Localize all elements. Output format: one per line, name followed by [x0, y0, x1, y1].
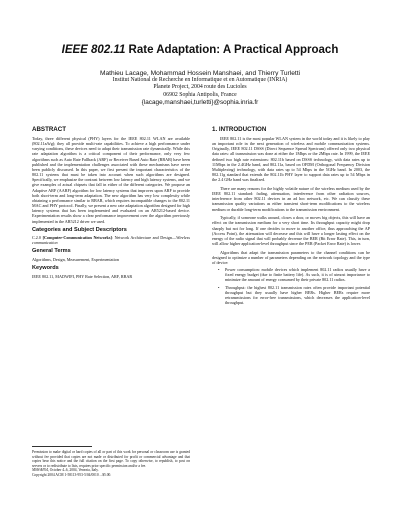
author-email: {lacage,manshaei,turletti}@sophia.inria.fr — [141, 99, 259, 107]
keywords-text: IEEE 802.11, MADWIFI, PHY Rate Selection, ARF, RBAR — [32, 273, 133, 279]
paper-title — [0, 44, 400, 56]
intro-bullet-throughput: • Throughput: the highest 802.11 transmission rates often provide important potential throughput but they usually have higher BERs. Higher BERs require more retransmissions for error-free transmissions, which decreases the application-level throughput. — [218, 285, 370, 306]
intro-paragraph-4: Algorithms that adapt the transmission parameters to the channel conditions can be designed to optimize a number of parameters depending on the network topology and the type of device: — [212, 249, 370, 265]
categories-bold: [Computer-Communication Networks] — [42, 235, 112, 241]
footnote-venue-rest: October 4–6, 2004, Venezia, Italy. — [48, 468, 99, 472]
general-terms-text: Algorithms, Design, Measurement, Experimentation — [32, 256, 119, 262]
categories-italic: Wireless communication — [32, 235, 190, 246]
right-column — [212, 126, 370, 307]
intro-paragraph-1: IEEE 802.11 is the most popular WLAN system in the world today and it is likely to play an important role in the next generation of wireless and mobile communication systems. Originally, IEEE 802.11 DSSS (Direct Sequence Spread Spectrum) offered only two physical data rates: all transmission was done at either the 1Mbps or the 2Mbps rate. In 1999, the IEEE defined two high rate extensions: 802.11b based on DSSS technology, with data rates up to 11Mbps in the 2.4GHz band, and 802.11a, based on OFDM (Orthogonal Frequency Division Multiplexing) technology, with data rates up to 54 Mbps in the 5GHz band. In 2003, the 802.11g standard that extends the 802.11b PHY layer to support data rates up to 54 Mbps in the 2.4 GHz band was finalized. — [212, 136, 370, 183]
intro-paragraph-3: Typically, if someone walks around, closes a door, or moves big objects, this will have an effect on the transmission medium for a very short time. Its throughput capacity might drop sharply but not for long. If one decides to move to another office, thus approaching the AP (Access Point), the attenuation will decrease and this will have a longer lasting effect on the energy of the radio signal that will probably decrease the BER (Bit Error Rate). This, in turn, will allow higher application-level throughput since the PER (Packet Error Rate) is lower. — [212, 215, 370, 246]
abstract-heading: ABSTRACT — [32, 126, 67, 133]
general-terms-heading: General Terms — [32, 248, 71, 255]
abstract-text: Today, three different physical (PHY) layers for the IEEE 802.11 WLAN are available (802.11a/b/g); they all provide multi-rate capabilities. To achieve a high performance under varying conditions, these devices need to adapt their transmission rate dynamically. While this rate adaptation algorithm is a critical component of their performance, only very few algorithms such as Auto Rate Fallback (ARF) or Receiver Based Auto Rate (RBAR) have been published and the implementation challenges associated with these mechanisms have never been publicly discussed. In this paper, we first present the important characteristics of the 802.11 systems that must be taken into account when such algorithms are designed. Specifically, we emphasize the contrast between low latency and high latency systems, and we give examples of actual chipsets that fall in either of the different categories. We propose an Adaptive ARF (AARF) algorithm for low latency systems that improves upon ARF to provide both short-term and long-term adaptation. The new algorithm has very low complexity while obtaining a performance similar to RBAR, which requires incompatible changes to the 802.11 MAC and PHY protocol. Finally, we present a new rate adaptation algorithm designed for high latency systems that has been implemented and evaluated on an AR5212-based device. Experimentation results show a clear performance improvement over the algorithm previously implemented in the AR5212 driver we used. — [32, 136, 190, 224]
copyright-footnote — [32, 446, 190, 477]
affiliation-line-3: 06902 Sophia Antipolis, France — [163, 91, 237, 98]
title-rest: Rate Adaptation: A Practical Approach — [125, 44, 339, 56]
introduction-heading: 1. INTRODUCTION — [212, 126, 267, 133]
footnote-venue: MSWiM'04, — [32, 468, 49, 472]
affiliation-line-1: Institut National de Recherche en Informatique et en Automatique (INRIA) — [112, 77, 288, 84]
categories-heading: Categories and Subject Descriptors — [32, 226, 127, 233]
title-italic: IEEE 802.11 — [61, 44, 126, 56]
left-column — [32, 126, 190, 279]
affiliation-line-2: Planete Project, 2004 route des Lucioles — [153, 84, 247, 91]
intro-paragraph-2: There are many reasons for the highly volatile nature of the wireless medium used by the IEEE 802.11 standard: fading, attenuation, interference from other radiation sources, interference from other 802.11 devices in an ad hoc network, etc. We can classify these transmission quality variations as either transient short-term modifications to the wireless medium or durable long-term modifications to the transmission environment. — [212, 185, 370, 212]
intro-bullet-list — [218, 267, 370, 305]
footnote-permission: Permission to make digital or hard copies of all or part of this work for personal or classroom use is granted without fee provided that copies are not made or distributed for profit or commercial advantage and that copies bear this notice and the full citation on the first page. To copy otherwise, to republish, to post on servers or to redistribute to lists, requires prior specific permission and/or a fee. — [32, 450, 190, 468]
intro-bullet-power: • Power consumption: mobile devices which implement 802.11 radios usually have a fixed energy budget (due to finite battery life). As such, it is of utmost importance to minimize the amount of energy consumed by their private 802.11 radios. — [218, 267, 370, 282]
footnote-copyright: Copyright 2004 ACM 1-58113-953-5/04/0010 ...$5.00. — [32, 472, 112, 477]
keywords-heading: Keywords — [32, 265, 59, 272]
author-block — [0, 70, 400, 107]
footnote-rule — [32, 446, 92, 447]
author-names: Mathieu Lacage, Mohammad Hossein Manshaei, and Thierry Turletti — [100, 70, 300, 77]
categories-rest: : Network Architecture and Design— — [111, 235, 177, 241]
categories-code: C.2.0 — [32, 235, 41, 241]
categories-text — [32, 235, 190, 245]
